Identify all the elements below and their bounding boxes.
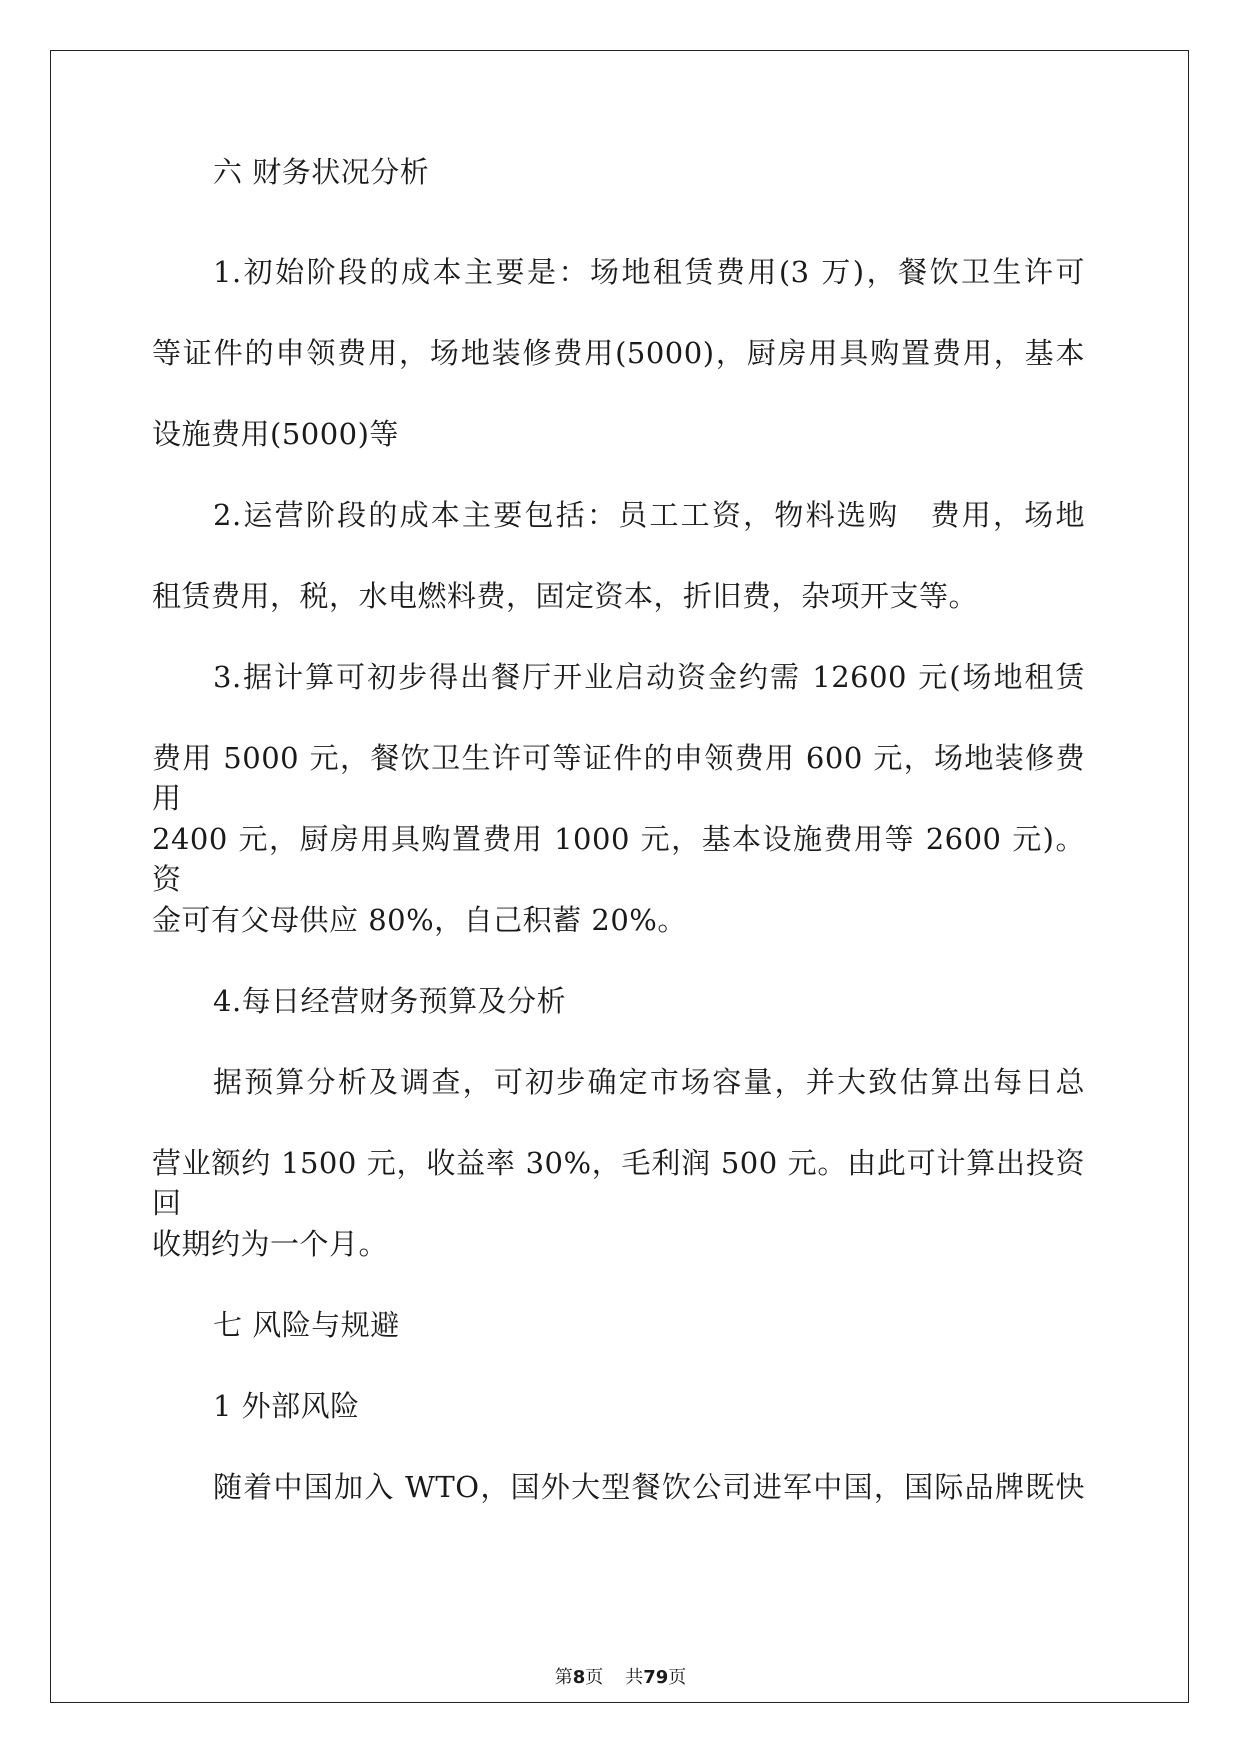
page-suffix: 页 (585, 1667, 604, 1688)
paragraph-2-line-1: 2.运营阶段的成本主要包括：员工工资，物料选购 费用，场地 (213, 498, 1085, 532)
paragraph-3-line-1: 3.据计算可初步得出餐厅开业启动资金约需 12600 元(场地租赁 (213, 660, 1085, 694)
section-heading-7: 七 风险与规避 (213, 1308, 400, 1342)
paragraph-1-line-1: 1.初始阶段的成本主要是：场地租赁费用(3 万)，餐饮卫生许可 (213, 255, 1085, 289)
paragraph-1-line-3: 设施费用(5000)等 (152, 417, 399, 451)
subheading-external-risk: 1 外部风险 (213, 1389, 360, 1423)
paragraph-1-line-2: 等证件的申领费用，场地装修费用(5000)，厨房用具购置费用，基本 (152, 336, 1085, 370)
subheading-4: 4.每日经营财务预算及分析 (213, 984, 567, 1018)
total-pages: 79 (643, 1667, 669, 1688)
page-number: 8 (572, 1667, 586, 1688)
paragraph-4-line-2: 营业额约 1500 元，收益率 30%，毛利润 500 元。由此可计算出投资回 (152, 1146, 1085, 1220)
paragraph-3-line-4: 金可有父母供应 80%，自己积蓄 20%。 (152, 903, 687, 937)
paragraph-4-line-1: 据预算分析及调查，可初步确定市场容量，并大致估算出每日总 (213, 1065, 1085, 1099)
paragraph-3-line-3: 2400 元，厨房用具购置费用 1000 元，基本设施费用等 2600 元)。资 (152, 822, 1085, 896)
section-heading-6: 六 财务状况分析 (213, 155, 430, 189)
paragraph-2-line-2: 租赁费用，税，水电燃料费，固定资本，折旧费，杂项开支等。 (152, 579, 979, 613)
total-suffix: 页 (668, 1667, 687, 1688)
paragraph-5-line-1: 随着中国加入 WTO，国外大型餐饮公司进军中国，国际品牌既快 (213, 1470, 1085, 1504)
total-prefix: 共 (625, 1667, 644, 1688)
page-prefix: 第 (554, 1667, 573, 1688)
paragraph-3-line-2: 费用 5000 元，餐饮卫生许可等证件的申领费用 600 元，场地装修费用 (152, 741, 1085, 815)
page-footer (0, 1666, 1241, 1690)
paragraph-4-line-3: 收期约为一个月。 (152, 1227, 389, 1261)
